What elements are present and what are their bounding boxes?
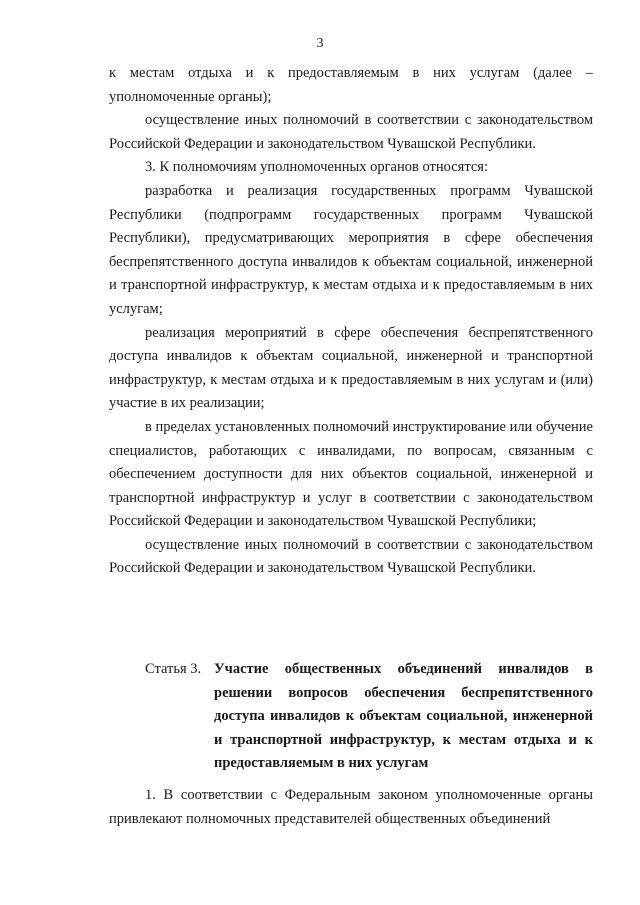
article-heading — [145, 658, 593, 776]
page-number: 3 — [316, 36, 324, 51]
paragraph: осуществление иных полномочий в соответствии с законодательством Российской Федерации и законодательством Чувашской Республики. — [109, 536, 593, 577]
paragraph: 1. В соответствии с Федеральным законом уполномоченные органы привлекают полномочных представителей общественных объединений — [109, 787, 593, 827]
paragraph: 3. К полномочиям уполномоченных органов относятся: — [145, 159, 488, 176]
paragraph: к местам отдыха и к предоставляемым в них услугам (далее – уполномоченные органы); — [109, 65, 593, 105]
body-text — [109, 62, 593, 581]
article-body — [109, 784, 593, 831]
paragraph: реализация мероприятий в сфере обеспечения беспрепятственного доступа инвалидов к объектам социальной, инженерной и транспортной инфраструктур, к местам отдыха и к предоставляемым в них услугам и (или) участие в их реализации; — [109, 324, 593, 412]
article-title: Участие общественных объединений инвалидов в решении вопросов обеспечения беспрепятственного доступа инвалидов к объектам социальной, инженерной и транспортной инфраструктур, к местам отдыха и к предоставляемым в них услугам — [214, 661, 593, 772]
article-label: Статья 3. — [145, 661, 202, 677]
paragraph: в пределах установленных полномочий инструктирование или обучение специалистов, работающих с инвалидами, по вопросам, связанным с обеспечением доступности для них объектов социальной, инженерной и транспортной инфраструктур и услуг в соответствии с законодательством Российской Федерации и законодательством Чувашской Республики; — [109, 418, 593, 530]
paragraph: разработка и реализация государственных программ Чувашской Республики (подпрограмм государственных программ Чувашской Республики), предусматривающих мероприятия в сфере обеспечения беспрепятственного доступа инвалидов к объектам социальной, инженерной и транспортной инфраструктур, к местам отдыха и к предоставляемым в них услугам; — [109, 182, 593, 317]
paragraph: осуществление иных полномочий в соответствии с законодательством Российской Федерации и законодательством Чувашской Республики. — [109, 112, 593, 152]
